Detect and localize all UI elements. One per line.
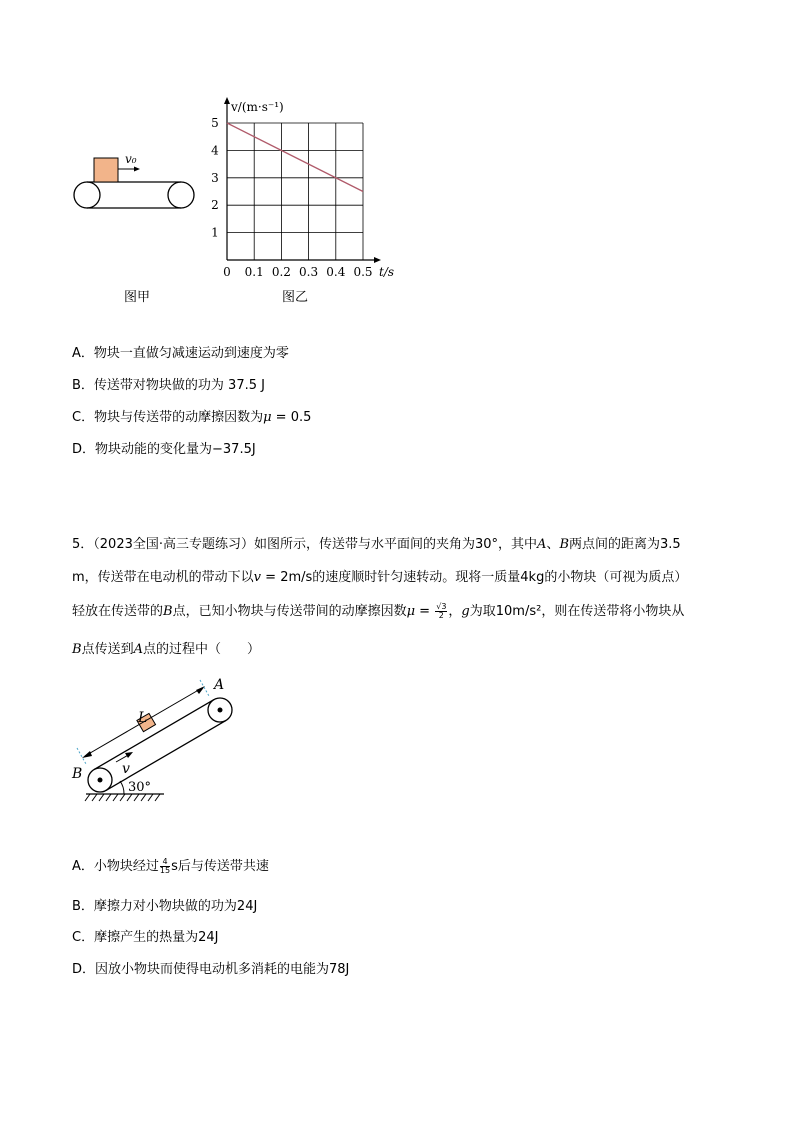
pulley-b-center xyxy=(98,778,103,783)
label-l: L xyxy=(138,710,148,726)
series-line xyxy=(227,123,363,192)
option-letter: D． xyxy=(72,962,96,977)
q5-text: ， xyxy=(448,604,462,619)
label-a: A xyxy=(214,677,225,693)
q5-text: 点的过程中（ ） xyxy=(142,642,260,657)
label-v: v xyxy=(122,761,130,777)
belt-upper xyxy=(94,700,214,770)
point-a: A xyxy=(537,537,547,552)
q5-line-4 xyxy=(72,641,260,659)
g-symbol: g xyxy=(461,604,470,619)
q5-text: 5．（2023全国·高三专题练习）如图所示，传送带与水平面间的夹角为30°，其中 xyxy=(72,537,538,552)
q5-text: 为取10m/s²，则在传送带将小物块从 xyxy=(469,604,685,619)
v0-arrowhead xyxy=(134,167,140,172)
fraction-4-15 xyxy=(160,858,170,875)
pulley-right xyxy=(168,182,194,208)
q5-text: 两点间的距离为3.5 xyxy=(569,537,681,552)
point-b: B xyxy=(72,642,82,657)
label-b: B xyxy=(72,766,83,782)
frac-den: 2 xyxy=(438,611,444,620)
x-tick-label: 0.5 xyxy=(353,265,373,279)
q5-line-3 xyxy=(72,603,684,621)
option-letter: A． xyxy=(72,859,94,874)
q4-option-b xyxy=(72,377,265,395)
vt-graph xyxy=(205,95,400,285)
figure-jia xyxy=(70,150,205,215)
q5-text: 点传送到 xyxy=(81,642,134,657)
q5-text: = 2m/s的速度顺时针匀速转动。现将一质量4kg的小物块（可视为质点） xyxy=(261,570,688,585)
q5-line-1 xyxy=(72,536,681,554)
frac-num: √3 xyxy=(436,602,447,611)
q5-sep: 、 xyxy=(546,537,560,552)
q4-option-d xyxy=(72,441,256,459)
point-b: B xyxy=(559,537,569,552)
label-angle: 30° xyxy=(128,780,152,795)
x-axis-arrow xyxy=(374,257,381,263)
y-tick-label: 4 xyxy=(211,143,219,158)
point-b: B xyxy=(163,604,173,619)
q5-text: m，传送带在电动机的带动下以 xyxy=(72,570,254,585)
angle-arc xyxy=(120,781,124,794)
q5-option-b xyxy=(72,898,257,916)
frac-num: 4 xyxy=(160,858,170,867)
q4-option-a xyxy=(72,345,289,363)
option-text: 小物块经过 xyxy=(93,859,159,874)
caption-jia: 图甲 xyxy=(124,290,151,305)
q5-text: 点，已知小物块与传送带间的动摩擦因数 xyxy=(172,604,407,619)
q5-text: 轻放在传送带的 xyxy=(72,604,164,619)
x-tick-label: 0.3 xyxy=(299,265,319,279)
y-axis-label: v/(m·s⁻¹) xyxy=(231,100,284,114)
sqrt3-over-2 xyxy=(435,603,447,620)
q5-option-c xyxy=(72,929,218,947)
x-tick-label: 0.4 xyxy=(326,265,346,279)
option-letter: D． xyxy=(72,442,96,457)
x-tick-label: 0 xyxy=(223,265,231,279)
y-tick-label: 2 xyxy=(211,198,219,213)
option-letter: A． xyxy=(72,346,94,361)
pulley-left xyxy=(74,182,100,208)
frac-den: 15 xyxy=(159,866,171,875)
option-text: 摩擦力对小物块做的功为24J xyxy=(93,899,258,914)
x-tick-label: 0.1 xyxy=(244,265,264,279)
q4-option-c xyxy=(72,409,311,427)
figure-incline xyxy=(70,670,240,805)
option-text-post: = 0.5 xyxy=(271,410,312,425)
caption-yi: 图乙 xyxy=(282,290,309,305)
y-tick-label: 1 xyxy=(211,225,219,240)
x-axis-label: t/s xyxy=(379,265,395,279)
q5-option-d xyxy=(72,961,349,979)
option-letter: C． xyxy=(72,410,95,425)
y-tick-label: 3 xyxy=(211,170,219,185)
option-text-post: s后与传送带共速 xyxy=(171,859,269,874)
y-tick-label: 5 xyxy=(211,116,219,130)
block xyxy=(94,158,118,182)
option-letter: B． xyxy=(72,899,94,914)
mu-symbol: μ xyxy=(263,410,272,425)
mu-symbol: μ xyxy=(406,604,416,619)
v0-label: v₀ xyxy=(125,152,137,166)
length-arrowhead-b xyxy=(82,751,92,758)
pulley-a-center xyxy=(218,708,223,713)
option-text: 物块动能的变化量为−37.5J xyxy=(95,442,256,457)
belt-lower xyxy=(106,720,226,790)
v-symbol: v xyxy=(253,570,262,585)
v-arrowhead xyxy=(125,752,133,758)
option-text: 因放小物块而使得电动机多消耗的电能为78J xyxy=(95,962,350,977)
y-axis-arrow xyxy=(224,97,230,104)
q5-eq: = xyxy=(415,604,435,619)
option-text: 摩擦产生的热量为24J xyxy=(94,930,219,945)
option-letter: C． xyxy=(72,930,95,945)
x-tick-label: 0.2 xyxy=(271,265,291,279)
option-text: 传送带对物块做的功为 37.5 J xyxy=(93,378,265,393)
q5-line-2 xyxy=(72,569,687,587)
option-text: 物块与传送带的动摩擦因数为 xyxy=(94,410,264,425)
option-text: 物块一直做匀减速运动到速度为零 xyxy=(93,346,289,361)
option-letter: B． xyxy=(72,378,94,393)
point-a: A xyxy=(133,642,143,657)
ground-hatch xyxy=(85,794,160,801)
q5-option-a xyxy=(72,858,269,876)
